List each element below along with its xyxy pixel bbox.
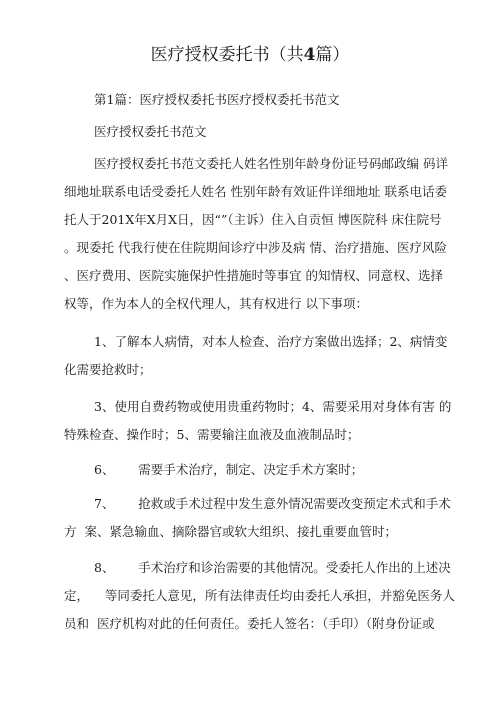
- paragraph-line: 员和 医疗机构对此的任何责任。委托人签名：（手印）（附身份证或: [64, 616, 435, 631]
- subsection-heading: 医疗授权委托书范文: [94, 124, 207, 139]
- document-title: [0, 44, 500, 66]
- section-heading: 第1篇：医疗授权委托书医疗授权委托书范文: [94, 92, 340, 107]
- paragraph-line: 医疗授权委托书范文委托人姓名性别年龄身份证号码邮政编 码详: [94, 156, 448, 171]
- paragraph-line: 权等，作为本人的全权代理人，其有权进行 以下事项：: [64, 296, 368, 311]
- title-number: 4: [303, 45, 316, 65]
- list-item: 6、 需要手术治疗，制定、决定手术方案时；: [94, 462, 364, 477]
- paragraph-line: 化需要抢救时；: [64, 362, 152, 377]
- paragraph-line: 1、了解本人病情，对本人检查、治疗方案做出选择；2、病情变: [94, 334, 448, 349]
- paragraph-line: 3、使用自费药物或使用贵重药物时；4、需要采用对身体有害 的: [94, 399, 452, 414]
- paragraph-line: 方 案、紧急输血、摘除器官或软大组织、接扎重要血管时；: [64, 524, 397, 539]
- paragraph-line: 特殊检查、操作时；5、需要输注血液及血液制品时；: [64, 427, 360, 442]
- paragraph-line: 、医疗费用、医院实施保护性措施时等事宜 的知情权、同意权、选择: [64, 268, 443, 283]
- title-end: 篇）: [315, 45, 350, 65]
- paragraph-line: 细地址联系电话受委托人姓名 性别年龄有效证件详细地址 联系电话委: [64, 184, 447, 199]
- list-item: 7、 抢救或手术过程中发生意外情况需要改变预定术式和手术: [94, 496, 451, 511]
- paragraph-line: 。现委托 代我行使在住院期间诊疗中涉及病 情、治疗措施、医疗风险: [64, 240, 447, 255]
- paragraph-line: 托人于201X年X月X日，因“”（主诉）住入自贡恒 博医院科 床住院号: [64, 212, 442, 227]
- list-item: 8、 手术治疗和诊治需要的其他情况。受委托人作出的上述决: [94, 560, 451, 575]
- title-main: 医疗授权委托书（共: [150, 45, 304, 65]
- paragraph-line: 定， 等同委托人意见，所有法律责任均由委托人承担，并豁免医务人: [64, 588, 455, 603]
